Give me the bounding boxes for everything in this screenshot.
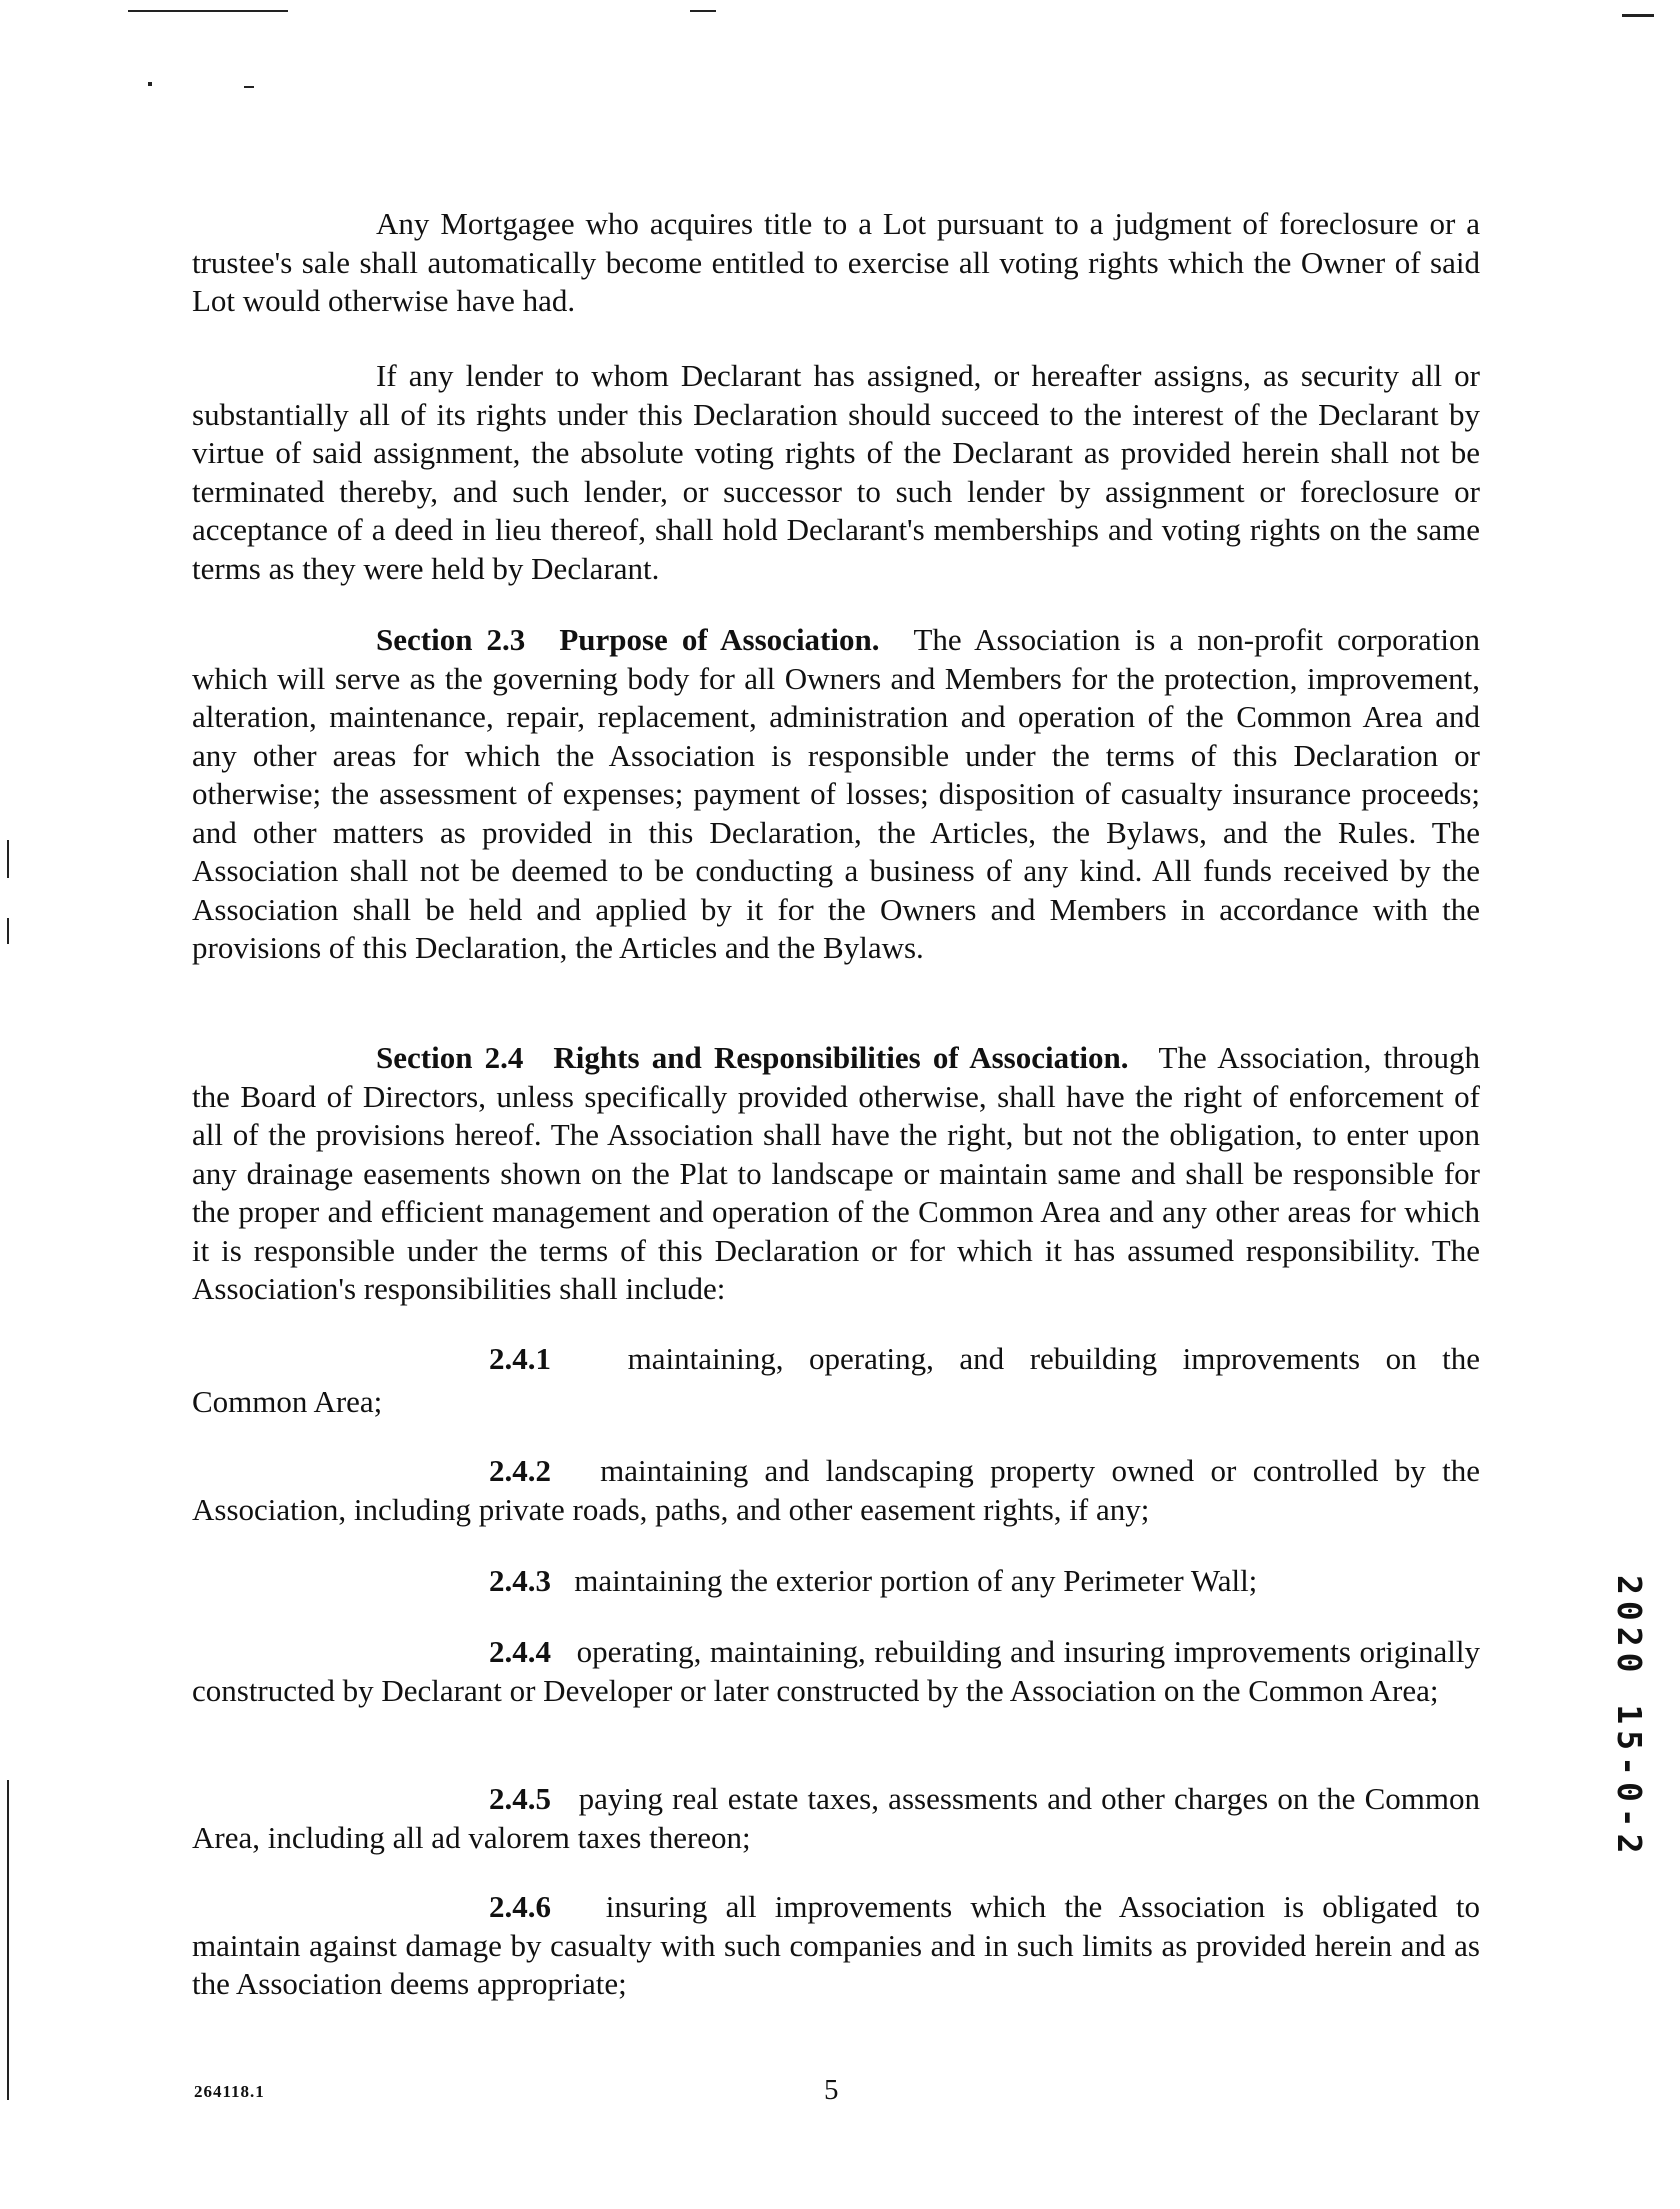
scan-line-left-3: [7, 1780, 9, 2100]
section-2-4-title: Rights and Responsibilities of Association.: [553, 1040, 1129, 1075]
subsection-2-4-5-number: 2.4.5: [489, 1781, 551, 1816]
scan-mark-top-dash: [244, 86, 254, 88]
scan-mark-top-center: [690, 10, 716, 12]
subsection-2-4-4-number: 2.4.4: [489, 1634, 551, 1669]
subsection-2-4-3-text: maintaining the exterior portion of any Perimeter Wall;: [574, 1563, 1258, 1598]
subsection-2-4-5-text: paying real estate taxes, assessments and other charges on the Common Area, including all ad valorem taxes thereon;: [192, 1781, 1480, 1855]
subsection-2-4-4: [192, 1633, 1480, 1710]
subsection-2-4-1-number: 2.4.1: [489, 1341, 551, 1376]
section-2-4: [192, 1039, 1480, 1309]
section-2-3-title: Purpose of Association.: [559, 622, 880, 657]
subsection-2-4-1-line2: Common Area;: [192, 1384, 383, 1419]
subsection-2-4-2-text: maintaining and landscaping property owned or controlled by the Association, including private roads, paths, and other easement rights, if any;: [192, 1453, 1481, 1527]
section-2-3: [192, 621, 1480, 968]
subsection-2-4-3-number: 2.4.3: [489, 1563, 551, 1598]
scan-mark-top-right: [1622, 14, 1654, 17]
subsection-2-4-6-number: 2.4.6: [489, 1889, 551, 1924]
subsection-2-4-5: [192, 1780, 1480, 1857]
scan-line-left-1: [7, 840, 9, 878]
section-2-4-number: Section 2.4: [376, 1040, 524, 1075]
recording-stamp: [1605, 1575, 1655, 1915]
section-2-3-body: The Association is a non-profit corporation which will serve as the governing body for all Owners and Members for the protection, improvement, alteration, maintenance, repair, replacement, administration and operation of the Common Area and any other areas for which the Association is responsible under the terms of this Declaration or otherwise; the assessment of expenses; payment of losses; disposition of casualty insurance proceeds; and other matters as provided in this Declaration, the Articles, the Bylaws, and the Rules. The Association shall not be deemed to be conducting a business of any kind. All funds received by the Association shall be held and applied by it for the Owners and Members in accordance with the provisions of this Declaration, the Articles and the Bylaws.: [192, 622, 1480, 965]
subsection-2-4-1-line1: [489, 1340, 1480, 1379]
subsection-2-4-2-number: 2.4.2: [489, 1453, 551, 1488]
section-2-4-body: The Association, through the Board of Directors, unless specifically provided otherwise, shall have the right of enforcement of all of the provisions hereof. The Association shall have the right, but not the obligation, to enter upon any drainage easements shown on the Plat to landscape or maintain same and shall be responsible for the proper and efficient management and operation of the Common Area and any other areas for which it is responsible under the terms of this Declaration or for which it has assumed responsibility. The Association's responsibilities shall include:: [192, 1040, 1480, 1306]
scan-mark-top-dot: [148, 82, 152, 86]
page-number: 5: [824, 2074, 839, 2106]
subsection-2-4-1-text: maintaining, operating, and rebuilding improvements on the: [627, 1341, 1481, 1376]
paragraph-mortgagee: Any Mortgagee who acquires title to a Lot pursuant to a judgment of foreclosure or a trustee's sale shall automatically become entitled to exercise all voting rights which the Owner of said Lot would otherwise have had.: [192, 206, 1480, 318]
recording-stamp-text: 2020 15-0-2: [1610, 1575, 1649, 1860]
subsection-2-4-2: [192, 1452, 1480, 1529]
document-id: 264118.1: [194, 2082, 265, 2101]
subsection-2-4-6: [192, 1888, 1480, 2004]
subsection-2-4-3: [192, 1562, 1480, 1601]
subsection-2-4-6-text: insuring all improvements which the Association is obligated to maintain against damage by casualty with such companies and in such limits as provided herein and as the Association deems appropriate;: [192, 1889, 1480, 2001]
subsection-2-4-4-text: operating, maintaining, rebuilding and insuring improvements originally constructed by Declarant or Developer or later constructed by the Association on the Common Area;: [192, 1634, 1481, 1708]
scan-line-left-2: [7, 918, 9, 944]
scan-mark-top-left: [128, 10, 288, 12]
section-2-3-number: Section 2.3: [376, 622, 526, 657]
paragraph-lender: If any lender to whom Declarant has assigned, or hereafter assigns, as security all or substantially all of its rights under this Declaration should succeed to the interest of the Declarant by virtue of said assignment, the absolute voting rights of the Declarant as provided herein shall not be terminated thereby, and such lender, or successor to such lender by assignment or foreclosure or acceptance of a deed in lieu thereof, shall hold Declarant's memberships and voting rights on the same terms as they were held by Declarant.: [192, 358, 1480, 586]
